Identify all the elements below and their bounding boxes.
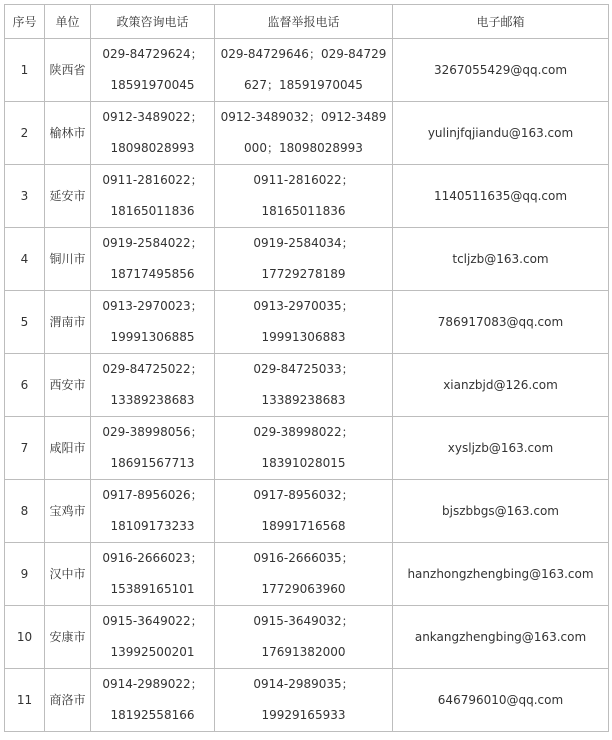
table-header-row [5, 5, 609, 39]
row-email[interactable]: tcljzb@163.com [393, 228, 609, 291]
row-index: 7 [5, 417, 45, 480]
phone-line: 029-84725033； [253, 362, 354, 376]
row-index: 5 [5, 291, 45, 354]
phone-line: 13992500201 [110, 645, 195, 659]
phone-line: 17691382000 [261, 645, 346, 659]
phone-line: 0914-2989022； [102, 677, 203, 691]
phone-line: 0911-2816022； [102, 173, 203, 187]
row-email[interactable]: hanzhongzhengbing@163.com [393, 543, 609, 606]
phone-line: 15389165101 [110, 582, 195, 596]
row-index: 10 [5, 606, 45, 669]
phone-line: 13389238683 [261, 393, 346, 407]
table-row [5, 669, 609, 732]
phone-line: 029-38998056； [102, 425, 203, 439]
phone-line: 18991716568 [261, 519, 346, 533]
row-email[interactable]: 786917083@qq.com [393, 291, 609, 354]
phone-line: 029-84725022； [102, 362, 203, 376]
contact-table [4, 4, 609, 732]
phone-line: 17729278189 [261, 267, 346, 281]
phone-line: 0911-2816022； [253, 173, 354, 187]
row-policy-phone [91, 480, 215, 543]
row-email[interactable]: yulinjfqjiandu@163.com [393, 102, 609, 165]
row-policy-phone [91, 606, 215, 669]
row-index: 1 [5, 39, 45, 102]
row-email[interactable]: bjszbbgs@163.com [393, 480, 609, 543]
phone-line: 0916-2666023； [102, 551, 203, 565]
phone-line: 0913-2970023； [102, 299, 203, 313]
row-policy-phone [91, 354, 215, 417]
row-email[interactable]: 646796010@qq.com [393, 669, 609, 732]
row-unit: 延安市 [45, 165, 91, 228]
phone-line: 029-84729624； [102, 47, 203, 61]
header-policy-phone: 政策咨询电话 [91, 5, 215, 39]
table-row [5, 165, 609, 228]
phone-line: 18691567713 [110, 456, 195, 470]
row-policy-phone [91, 39, 215, 102]
table-row [5, 354, 609, 417]
row-unit: 汉中市 [45, 543, 91, 606]
row-unit: 陕西省 [45, 39, 91, 102]
phone-line: 19991306885 [110, 330, 195, 344]
row-policy-phone [91, 543, 215, 606]
phone-line: 18165011836 [261, 204, 346, 218]
row-unit: 榆林市 [45, 102, 91, 165]
phone-line: 17729063960 [261, 582, 346, 596]
phone-line: 0912-3489022； [102, 110, 203, 124]
row-report-phone [215, 417, 393, 480]
phone-line: 18098028993 [110, 141, 195, 155]
row-report-phone [215, 606, 393, 669]
row-unit: 宝鸡市 [45, 480, 91, 543]
table-row [5, 291, 609, 354]
table-row [5, 39, 609, 102]
row-unit: 安康市 [45, 606, 91, 669]
phone-line: 18591970045 [110, 78, 195, 92]
report-phone-text: 029-84729646；029-84729627；18591970045 [220, 47, 387, 92]
phone-line: 19929165933 [261, 708, 346, 722]
row-index: 8 [5, 480, 45, 543]
phone-line: 18717495856 [110, 267, 195, 281]
phone-line: 0917-8956026； [102, 488, 203, 502]
phone-line: 0916-2666035； [253, 551, 354, 565]
phone-line: 029-38998022； [253, 425, 354, 439]
row-report-phone [215, 39, 393, 102]
table-row [5, 102, 609, 165]
row-email[interactable]: xianzbjd@126.com [393, 354, 609, 417]
row-unit: 商洛市 [45, 669, 91, 732]
phone-line: 0919-2584034； [253, 236, 354, 250]
table-row [5, 543, 609, 606]
table-row [5, 228, 609, 291]
table-row [5, 480, 609, 543]
header-unit: 单位 [45, 5, 91, 39]
row-report-phone [215, 354, 393, 417]
phone-line: 0914-2989035； [253, 677, 354, 691]
row-report-phone [215, 165, 393, 228]
phone-line: 13389238683 [110, 393, 195, 407]
phone-line: 18391028015 [261, 456, 346, 470]
row-unit: 铜川市 [45, 228, 91, 291]
row-policy-phone [91, 228, 215, 291]
row-index: 3 [5, 165, 45, 228]
row-report-phone [215, 228, 393, 291]
row-email[interactable]: ankangzhengbing@163.com [393, 606, 609, 669]
row-index: 2 [5, 102, 45, 165]
row-unit: 渭南市 [45, 291, 91, 354]
phone-line: 0915-3649032； [253, 614, 354, 628]
phone-line: 0917-8956032； [253, 488, 354, 502]
phone-line: 19991306883 [261, 330, 346, 344]
phone-line: 18165011836 [110, 204, 195, 218]
phone-line: 18109173233 [110, 519, 195, 533]
header-email: 电子邮箱 [393, 5, 609, 39]
row-report-phone [215, 480, 393, 543]
header-index: 序号 [5, 5, 45, 39]
phone-line: 18192558166 [110, 708, 195, 722]
row-email[interactable]: 1140511635@qq.com [393, 165, 609, 228]
phone-line: 0915-3649022； [102, 614, 203, 628]
report-phone-text: 0912-3489032；0912-3489000；18098028993 [220, 110, 387, 155]
row-unit: 咸阳市 [45, 417, 91, 480]
row-policy-phone [91, 669, 215, 732]
row-report-phone [215, 543, 393, 606]
row-index: 6 [5, 354, 45, 417]
row-policy-phone [91, 102, 215, 165]
table-row [5, 606, 609, 669]
row-index: 4 [5, 228, 45, 291]
row-unit: 西安市 [45, 354, 91, 417]
row-index: 9 [5, 543, 45, 606]
row-index: 11 [5, 669, 45, 732]
phone-line: 0919-2584022； [102, 236, 203, 250]
row-report-phone [215, 102, 393, 165]
row-policy-phone [91, 165, 215, 228]
table-row [5, 417, 609, 480]
row-report-phone [215, 669, 393, 732]
row-policy-phone [91, 417, 215, 480]
phone-line: 0913-2970035； [253, 299, 354, 313]
header-report-phone: 监督举报电话 [215, 5, 393, 39]
row-policy-phone [91, 291, 215, 354]
row-email[interactable]: xysljzb@163.com [393, 417, 609, 480]
row-email[interactable]: 3267055429@qq.com [393, 39, 609, 102]
row-report-phone [215, 291, 393, 354]
